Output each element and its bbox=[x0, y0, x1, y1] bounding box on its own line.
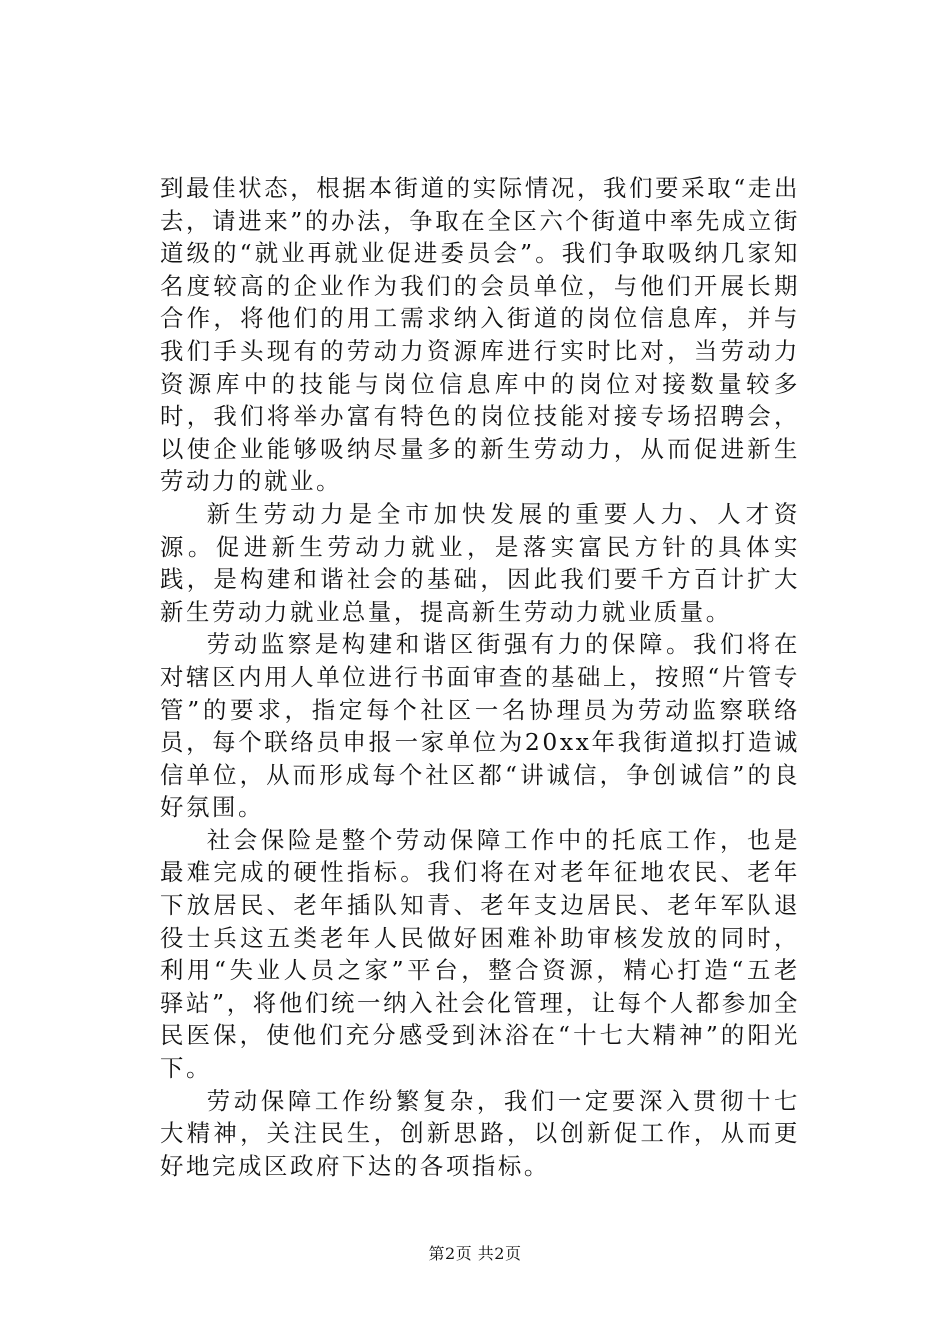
paragraph-new-labor: 新生劳动力是全市加快发展的重要人力、人才资源。促进新生劳动力就业，是落实富民方针的具体实践，是构建和谐社会的基础，因此我们要千方百计扩大新生劳动力就业总量，提高新生劳动力就业质量。 bbox=[160, 499, 800, 626]
paragraph-labor-inspection: 劳动监察是构建和谐区街强有力的保障。我们将在对辖区内用人单位进行书面审查的基础上，按照“片管专管”的要求，指定每个社区一名协理员为劳动监察联络员，每个联络员申报一家单位为20xx年我街道拟打造诚信单位，从而形成每个社区都“讲诚信，争创诚信”的良好氛围。 bbox=[160, 630, 800, 822]
page-number-footer: 第2页 共2页 bbox=[428, 1244, 522, 1263]
paragraph-social-insurance: 社会保险是整个劳动保障工作中的托底工作，也是最难完成的硬性指标。我们将在对老年征地农民、老年下放居民、老年插队知青、老年支边居民、老年军队退役士兵这五类老年人民做好困难补助审核发放的同时，利用“失业人员之家”平台，整合资源，精心打造“五老驿站”，将他们统一纳入社会化管理，让每个人都参加全民医保，使他们充分感受到沐浴在“十七大精神”的阳光下。 bbox=[160, 825, 800, 1083]
document-body bbox=[160, 172, 800, 1182]
paragraph-conclusion: 劳动保障工作纷繁复杂，我们一定要深入贯彻十七大精神，关注民生，创新思路，以创新促工作，从而更好地完成区政府下达的各项指标。 bbox=[160, 1086, 800, 1180]
paragraph-continued: 到最佳状态，根据本街道的实际情况，我们要采取“走出去，请进来”的办法，争取在全区六个街道中率先成立街道级的“就业再就业促进委员会”。我们争取吸纳几家知名度较高的企业作为我们的会员单位，与他们开展长期合作，将他们的用工需求纳入街道的岗位信息库，并与我们手头现有的劳动力资源库进行实时比对，当劳动力资源库中的技能与岗位信息库中的岗位对接数量较多时，我们将举办富有特色的岗位技能对接专场招聘会，以使企业能够吸纳尽量多的新生劳动力，从而促进新生劳动力的就业。 bbox=[160, 174, 800, 496]
